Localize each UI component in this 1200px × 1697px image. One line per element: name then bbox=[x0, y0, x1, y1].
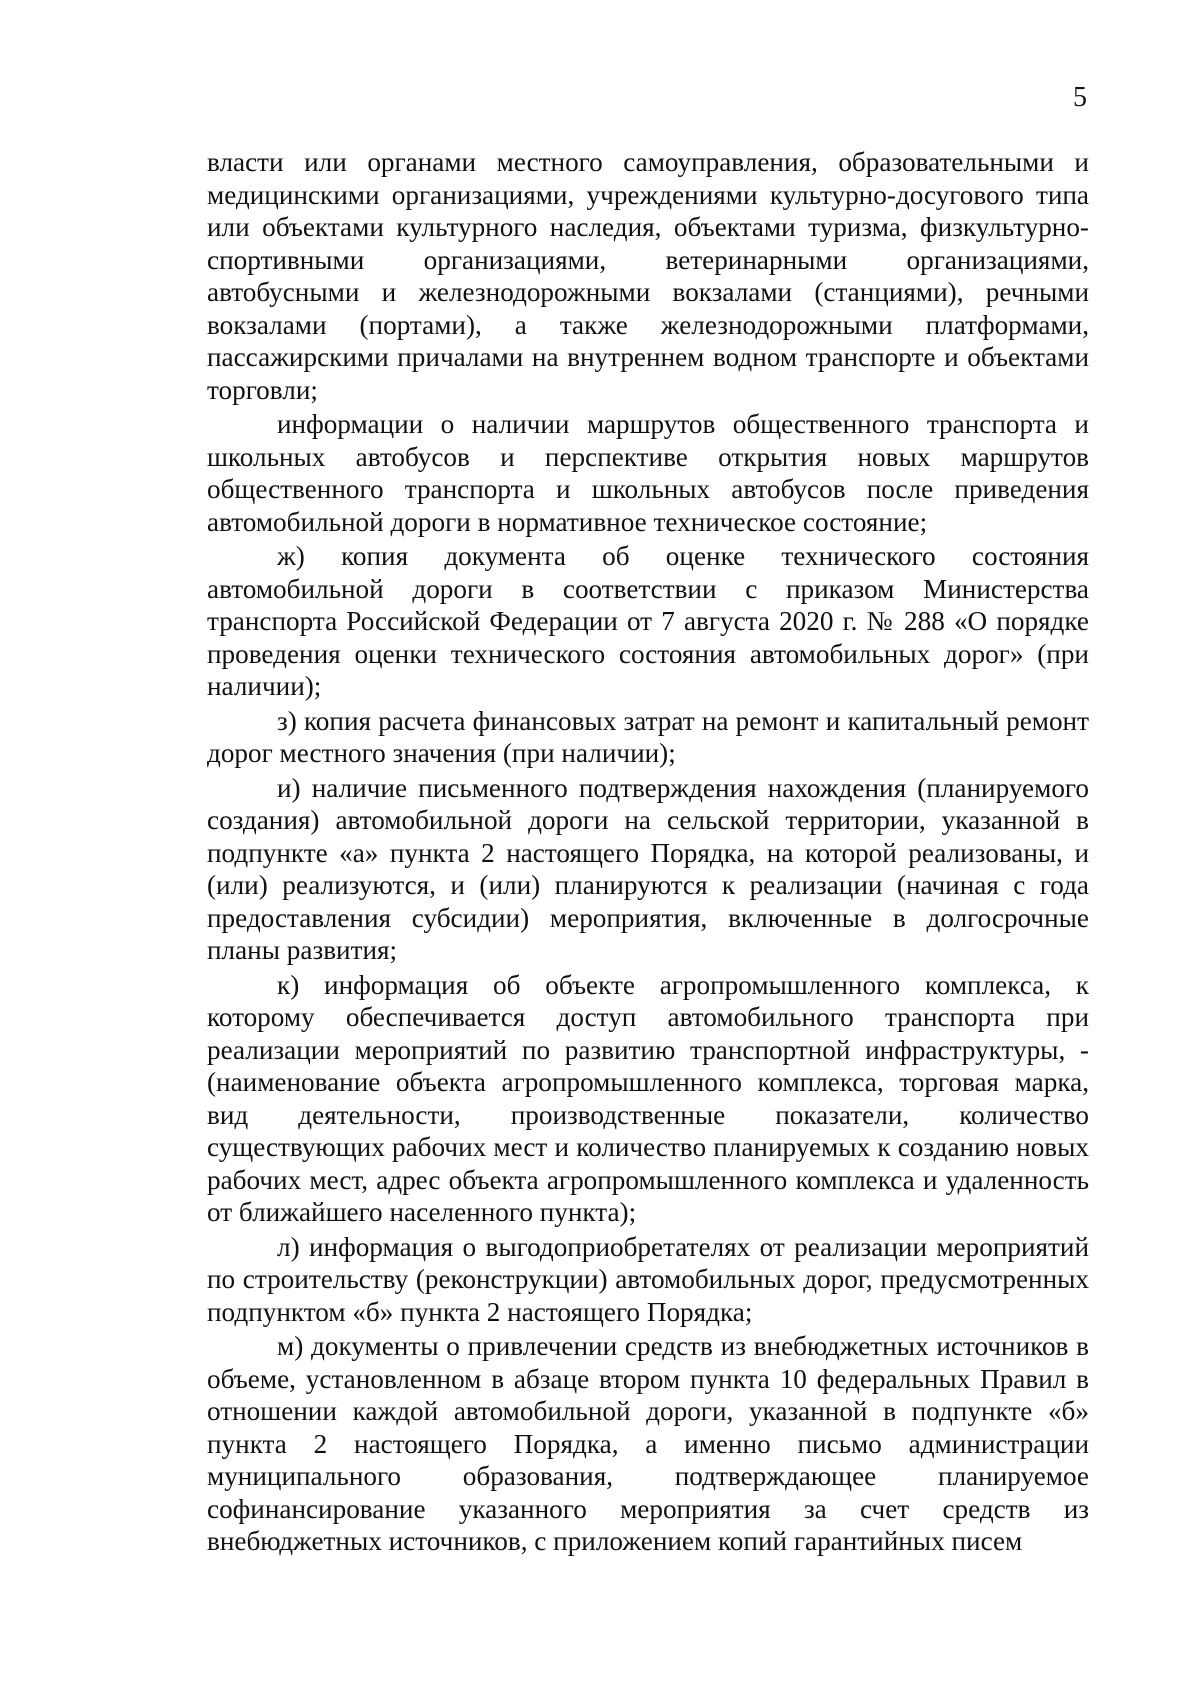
document-body bbox=[207, 146, 1089, 1558]
paragraph-item-k: к) информация об объекте агропромышленного комплекса, к которому обеспечивается доступ автомобильного транспорта при реализации мероприятий по развитию транспортной инфраструктуры, - (наименование объекта агропромышленного комплекса, торговая марка, вид деятельности, производственные показатели, количество существующих рабочих мест и количество планируемых к созданию новых рабочих мест, адрес объекта агропромышленного комплекса и удаленность от ближайшего населенного пункта); bbox=[207, 969, 1089, 1227]
paragraph-item-i: и) наличие письменного подтверждения нахождения (планируемого создания) автомобильной дороги на сельской территории, указанной в подпункте «а» пункта 2 настоящего Порядка, на которой реализованы, и (или) реализуются, и (или) планируются к реализации (начиная с года предоставления субсидии) мероприятия, включенные в долгосрочные планы развития; bbox=[207, 772, 1089, 965]
paragraph-continuation: власти или органами местного самоуправления, образовательными и медицинскими организациями, учреждениями культурно-досугового типа или объектами культурного наследия, объектами туризма, физкультурно-спортивными организациями, ветеринарными организациями, автобусными и железнодорожными вокзалами (станциями), речными вокзалами (портами), а также железнодорожными платформами, пассажирскими причалами на внутреннем водном транспорте и объектами торговли; bbox=[207, 147, 1089, 405]
paragraph-public-transport-info: информации о наличии маршрутов общественного транспорта и школьных автобусов и перспективе открытия новых маршрутов общественного транспорта и школьных автобусов после приведения автомобильной дороги в нормативное техническое состояние; bbox=[207, 409, 1089, 537]
paragraph-item-l: л) информация о выгодоприобретателях от реализации мероприятий по строительству (реконструкции) автомобильных дорог, предусмотренных подпунктом «б» пункта 2 настоящего Порядка; bbox=[207, 1231, 1089, 1327]
paragraph-item-zh: ж) копия документа об оценке технического состояния автомобильной дороги в соответствии с приказом Министерства транспорта Российской Федерации от 7 августа 2020 г. № 288 «О порядке проведения оценки технического состояния автомобильных дорог» (при наличии); bbox=[207, 541, 1089, 701]
paragraph-item-z: з) копия расчета финансовых затрат на ремонт и капитальный ремонт дорог местного значения (при наличии); bbox=[207, 705, 1089, 768]
paragraph-item-m: м) документы о привлечении средств из внебюджетных источников в объеме, установленном в абзаце втором пункта 10 федеральных Правил в отношении каждой автомобильной дороги, указанной в подпункте «б» пункта 2 настоящего Порядка, а именно письмо администрации муниципального образования, подтверждающее планируемое софинансирование указанного мероприятия за счет средств из внебюджетных источников, с приложением копий гарантийных писем bbox=[207, 1331, 1089, 1556]
page-number: 5 bbox=[1073, 82, 1087, 113]
